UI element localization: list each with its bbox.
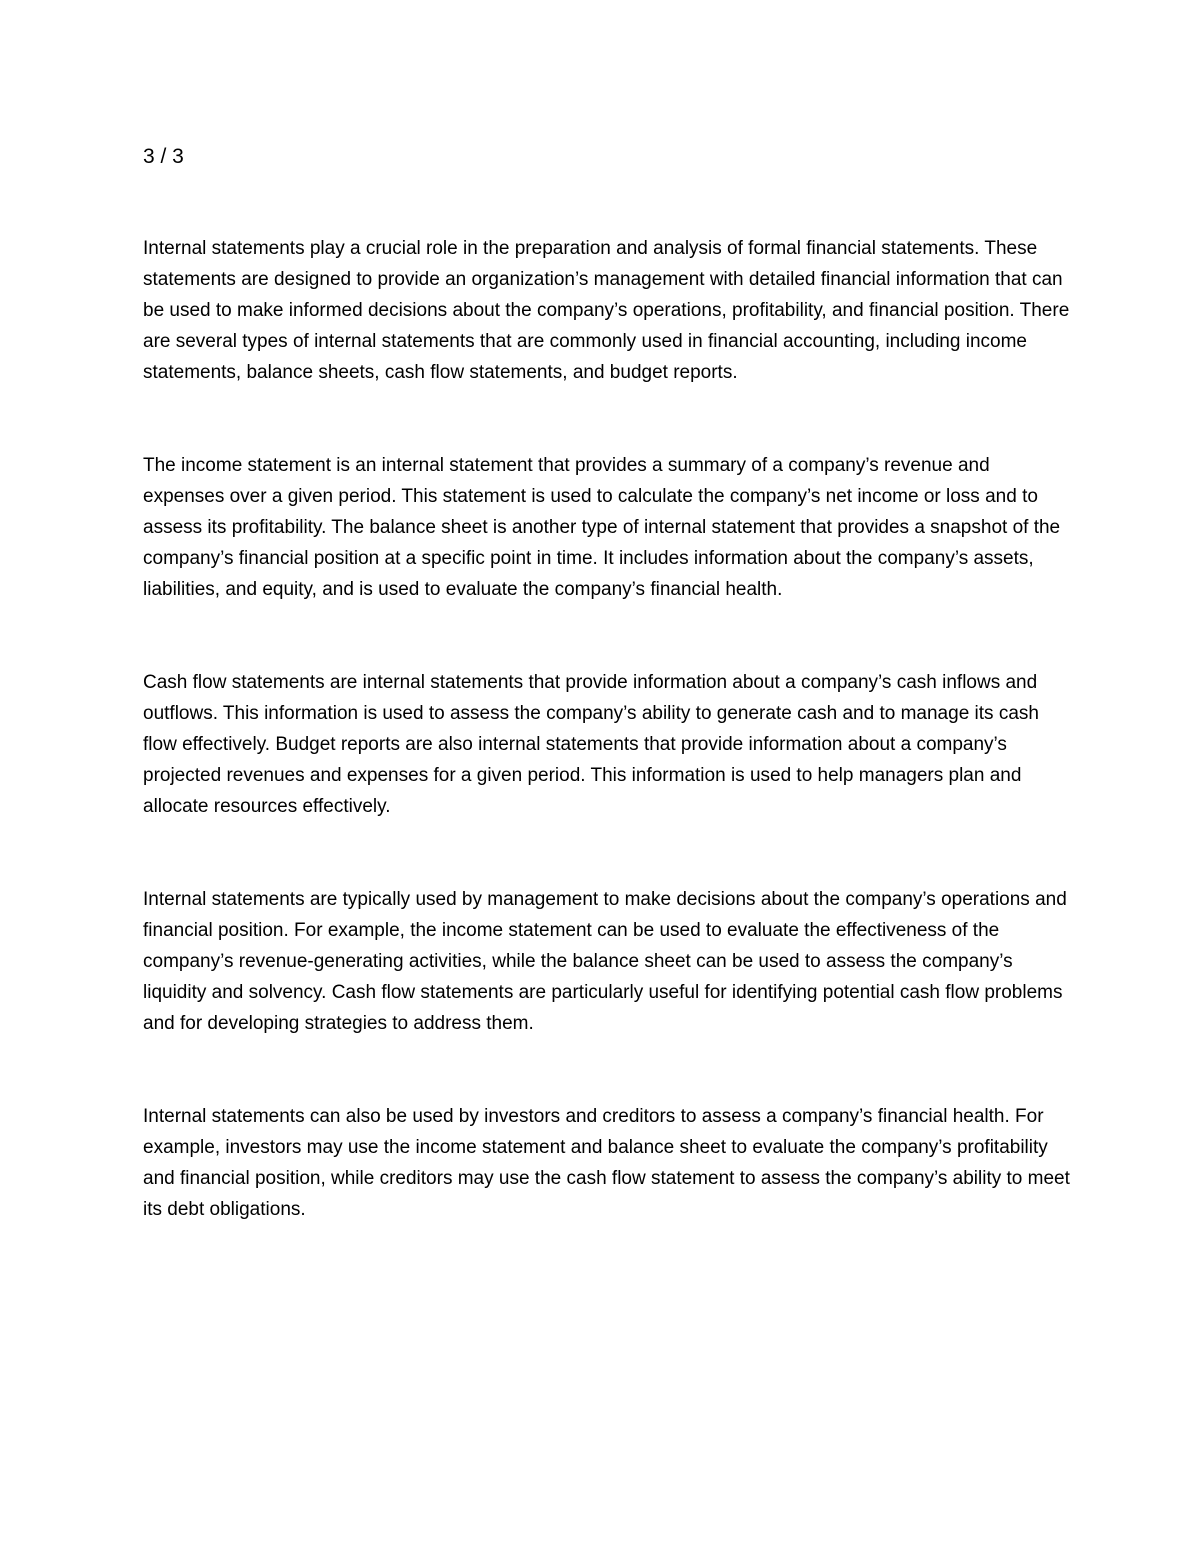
page-number: 3 / 3 (143, 145, 184, 168)
document-body (143, 233, 1073, 1225)
paragraph-cash-flow-budget-reports: Cash flow statements are internal statements that provide information about a company’s cash inflows and outflows. This information is used to assess the company’s ability to generate cash and to manage its cash flow effectively. Budget reports are also internal statements that provide information about a company’s projected revenues and expenses for a given period. This information is used to help managers plan and allocate resources effectively. (143, 672, 1039, 817)
paragraph-income-statement-balance-sheet: The income statement is an internal statement that provides a summary of a company’s revenue and expenses over a given period. This statement is used to calculate the company’s net income or loss and to assess its profitability. The balance sheet is another type of internal statement that provides a snapshot of the company’s financial position at a specific point in time. It includes information about the company’s assets, liabilities, and equity, and is used to evaluate the company’s financial health. (143, 455, 1061, 600)
paragraph-investors-creditors-use: Internal statements can also be used by investors and creditors to assess a company’s financial health. For example, investors may use the income statement and balance sheet to evaluate the company’s profitability and financial position, while creditors may use the cash flow statement to assess the company’s ability to meet its debt obligations. (143, 1106, 1070, 1220)
paragraph-management-use: Internal statements are typically used by management to make decisions about the company’s operations and financial position. For example, the income statement can be used to evaluate the effectiveness of the company’s revenue-generating activities, while the balance sheet can be used to assess the company’s liquidity and solvency. Cash flow statements are particularly useful for identifying potential cash flow problems and for developing strategies to address them. (143, 889, 1067, 1034)
paragraph-internal-statements-intro: Internal statements play a crucial role in the preparation and analysis of formal financial statements. These statements are designed to provide an organization’s management with detailed financial information that can be used to make informed decisions about the company’s operations, profitability, and financial position. There are several types of internal statements that are commonly used in financial accounting, including income statements, balance sheets, cash flow statements, and budget reports. (143, 238, 1070, 383)
